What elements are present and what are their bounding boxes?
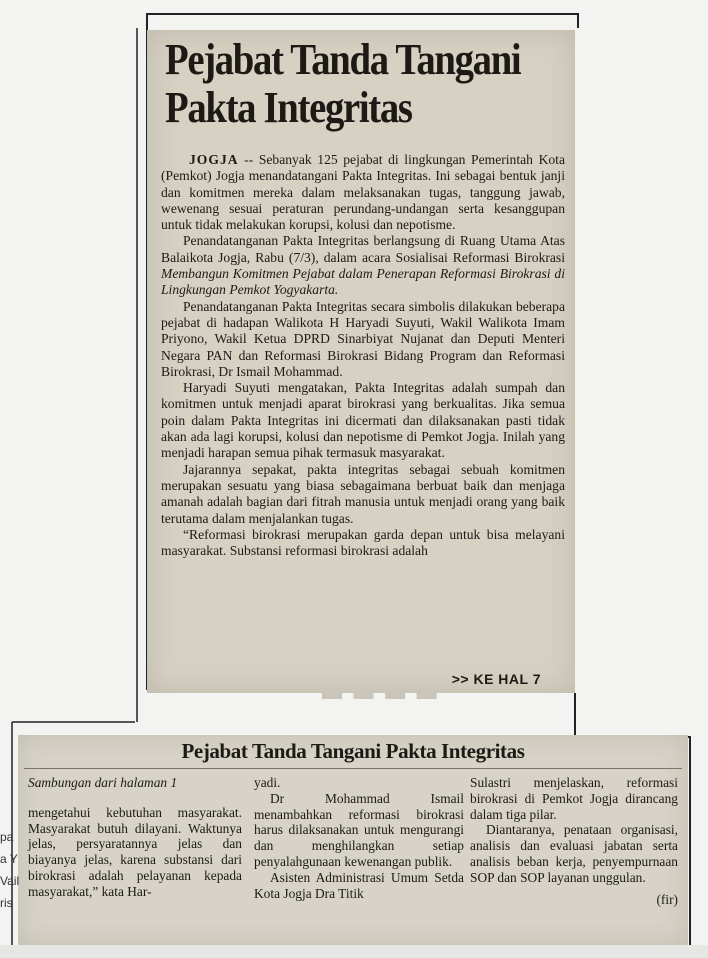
- bleed-through-text: ▬ ▬ ▬ ▬: [322, 682, 440, 704]
- paragraph: Asisten Administrasi Umum Setda Kota Jogja Dra Titik: [254, 869, 464, 901]
- article-clipping-continuation: [18, 735, 688, 945]
- paragraph: yadi.: [254, 775, 281, 790]
- scan-edge: [0, 945, 708, 958]
- margin-fragment: ris: [0, 896, 13, 910]
- paragraph: Dr Mohammad Ismail menambahkan reformasi birokrasi harus dilaksanakan untuk mengurangi dan menghilangkan setiap penyalahgunaan kewenangan publik.: [254, 790, 464, 869]
- title-divider: [24, 768, 682, 769]
- text-column-3: [470, 775, 678, 907]
- paragraph-text: Penandatanganan Pakta Integritas berlangsung di Ruang Utama Atas Balaikota Jogja, Rabu (7/3), dalam acara Sosialisai Reformasi Birokrasi: [161, 233, 565, 265]
- article-clipping-front-page: [147, 30, 575, 704]
- margin-fragment: pa: [0, 830, 14, 844]
- paragraph: mengetahui kebutuhan masyarakat. Masyarakat butuh dilayani. Waktunya jelas, persyaratannya jelas dan biayanya jelas, karena substansi dari birokrasi adalah pelayanan kepada masyarakat,” kata Har-: [28, 804, 242, 899]
- paragraph-lead: [161, 152, 565, 233]
- margin-fragment: a Y: [0, 852, 18, 866]
- headline-line: Pakta Integritas: [165, 83, 412, 132]
- event-title-italic: Membangun Komitmen Pejabat dalam Penerapan Reformasi Birokrasi di Lingkungan Pemkot Yogyakarta.: [161, 266, 565, 298]
- article-body: [161, 152, 565, 559]
- author-credit: (fir): [656, 891, 678, 907]
- paragraph: [161, 233, 565, 298]
- continued-on-page-marker: >> KE HAL 7: [451, 671, 541, 687]
- paragraph: Penandatanganan Pakta Integritas secara simbolis dilakukan beberapa pejabat di hadapan Walikota H Haryadi Suyuti, Wakil Walikota Imam Priyono, Wakil Ketua DPRD Sinarbiyat Nujanat dan Deputi Menteri Negara PAN dan Reformasi Birokrasi Bidang Program dan Reformasi Birokrasi, Dr Ismail Mohammad.: [161, 298, 565, 379]
- text-column-1: [28, 775, 242, 900]
- paragraph: Jajarannya sepakat, pakta integritas sebagai sebuah komitmen merupakan sesuatu yang biasa sebagaimana berbuat baik dan menjaga amanah adalah bagian dari fitrah manusia untuk menjadi orang yang baik terutama dalam menjalankan tugas.: [161, 461, 565, 526]
- dateline: JOGJA: [189, 152, 239, 167]
- margin-fragment: Vail: [0, 874, 20, 888]
- paragraph: Diantaranya, penataan organisasi, analisis dan evaluasi jabatan serta analisis beban kerja, penyempurnaan SOP dan SOP layanan unggulan.: [470, 822, 678, 885]
- lead-text: -- Sebanyak 125 pejabat di lingkungan Pemerintah Kota (Pemkot) Jogja menandatangani Pakta Integritas. Ini sebagai bentuk janji dan komitmen mereka dalam melaksanakan tugas, tanggung jawab, wewenang sesuai peraturan perundang-undangan serta kesanggupan untuk tidak melakukan korupsi, kolusi dan nepotisme.: [161, 152, 565, 233]
- paragraph: “Reformasi birokrasi merupakan garda depan untuk bisa melayani masyarakat. Substansi reformasi birokrasi adalah: [161, 526, 565, 559]
- continuation-title: Pejabat Tanda Tangani Pakta Integritas: [181, 739, 525, 763]
- continued-from-label: Sambungan dari halaman 1: [28, 775, 178, 790]
- headline-line: Pejabat Tanda Tangani: [165, 35, 521, 84]
- headline: [165, 35, 521, 132]
- paragraph: Haryadi Suyuti mengatakan, Pakta Integritas adalah sumpah dan komitmen untuk menjadi aparat birokrasi yang berkualitas. Jika semua poin dalam Pakta Integritas ini dicermati dan dilaksanakan pasti tidak akan ada lagi korupsi, kolusi dan nepotisme di Pemkot Jogja. Inilah yang menjadi harapan semua pihak termasuk masyarakat.: [161, 380, 565, 461]
- text-column-2: [254, 775, 464, 901]
- paragraph: Sulastri menjelaskan, reformasi birokrasi di Pemkot Jogja dirancang dalam tiga pilar.: [470, 775, 678, 822]
